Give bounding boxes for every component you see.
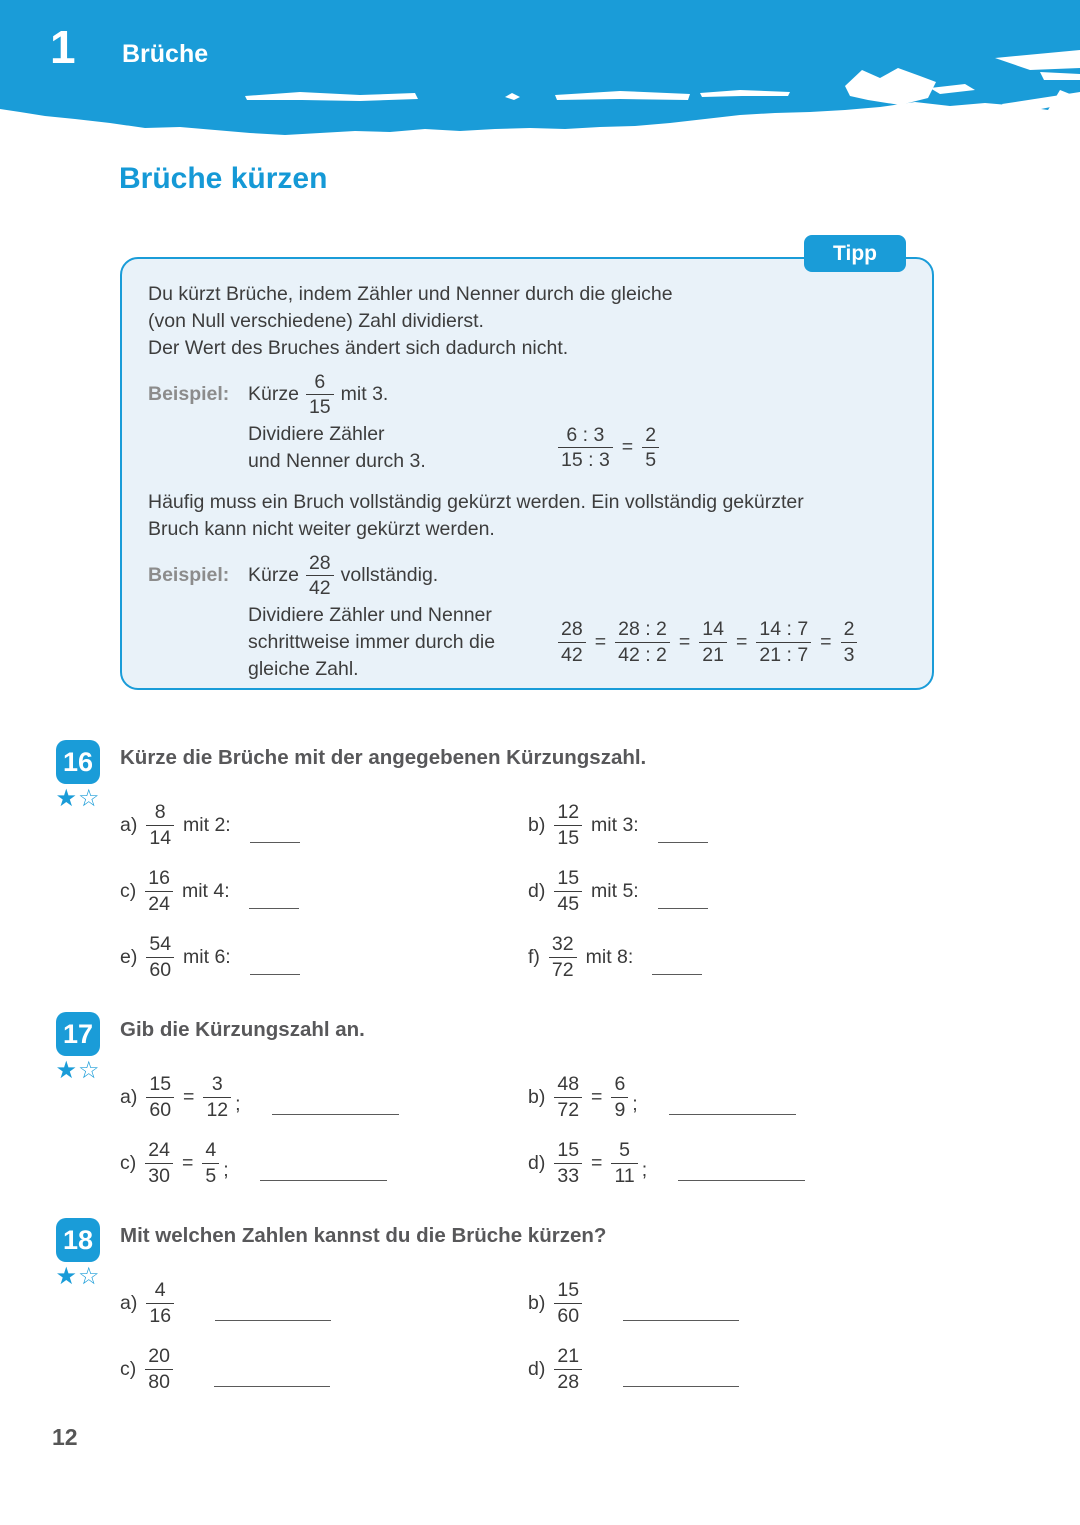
difficulty-stars: [54, 785, 102, 811]
star-filled-icon: ★: [55, 1056, 78, 1084]
exercise-16-item-d: [528, 868, 1030, 914]
item-suffix: mit 4:: [181, 879, 230, 902]
equals-sign: =: [591, 1151, 603, 1174]
star-outline-icon: ☆: [78, 1262, 101, 1290]
fraction: $\frac{2}{5}$: [642, 424, 659, 472]
tip-middle-line: Bruch kann nicht weiter gekürzt werden.: [148, 517, 495, 540]
item-label: b): [528, 1085, 546, 1108]
tip-intro-line: Du kürzt Brüche, indem Zähler und Nenner durch die gleiche: [148, 283, 673, 305]
equals-sign: =: [591, 1085, 603, 1108]
example-label: Beispiel:: [148, 383, 230, 406]
exercise-17-item-a: [120, 1074, 528, 1120]
item-suffix: mit 5:: [591, 879, 639, 902]
item-label: d): [528, 1357, 546, 1380]
semicolon: ;: [641, 1159, 648, 1181]
fraction: $\frac{28}{42}$: [306, 552, 334, 600]
example-1-work: [148, 421, 906, 475]
equals-sign: =: [678, 630, 691, 653]
item-label: c): [120, 1357, 137, 1380]
equals-sign: =: [735, 630, 748, 653]
answer-blank[interactable]: [250, 959, 300, 975]
exercise-17-item-b: [528, 1074, 1030, 1120]
equals-sign: =: [183, 1085, 195, 1108]
item-label: b): [528, 1291, 546, 1314]
chapter-title: Brüche: [122, 40, 209, 68]
fraction: $\frac{32}{72}$: [549, 933, 577, 981]
item-suffix: mit 2:: [183, 813, 231, 836]
exercise-16-item-c: [120, 868, 528, 914]
example-1-headline: [148, 371, 906, 419]
item-label: d): [528, 1151, 546, 1174]
exercise-18-title: Mit welchen Zahlen kannst du die Brüche kürzen?: [120, 1224, 607, 1247]
item-label: e): [120, 945, 138, 968]
semicolon: ;: [632, 1093, 638, 1115]
difficulty-stars: [54, 1263, 102, 1289]
fraction: $\frac{15}{45}$: [554, 867, 582, 915]
item-label: a): [120, 1291, 138, 1314]
answer-blank[interactable]: [272, 1099, 399, 1115]
item-label: d): [528, 879, 546, 902]
item-label: a): [120, 813, 138, 836]
fraction: $\frac{15}{60}$: [554, 1279, 582, 1327]
exercise-18-item-a: [120, 1280, 528, 1326]
item-suffix: mit 8:: [585, 945, 634, 968]
fraction: $\frac{20}{80}$: [145, 1345, 173, 1393]
exercise-number-badge: 16: [56, 740, 100, 784]
example-1-pre: Kürze: [248, 383, 299, 406]
item-label: c): [120, 879, 137, 902]
fraction: $\frac{15}{33}$: [554, 1139, 582, 1187]
answer-blank[interactable]: [678, 1165, 805, 1181]
exercise-16-item-b: [528, 802, 1030, 848]
answer-blank[interactable]: [658, 893, 708, 909]
star-outline-icon: ☆: [78, 1056, 101, 1084]
header-brush-banner: [0, 0, 1080, 140]
exercise-16-item-a: [120, 802, 528, 848]
exercise-16: [0, 738, 1080, 980]
answer-blank[interactable]: [250, 827, 300, 843]
exercise-18-item-d: [528, 1346, 1030, 1392]
tip-intro-line: Der Wert des Bruches ändert sich dadurch nicht.: [148, 337, 569, 359]
star-filled-icon: ★: [55, 784, 78, 812]
exercise-17-item-c: [120, 1140, 528, 1186]
answer-blank[interactable]: [658, 827, 708, 843]
item-label: f): [528, 945, 540, 968]
example-label: Beispiel:: [148, 564, 230, 587]
exercise-17: [0, 1010, 1080, 1186]
answer-blank[interactable]: [623, 1305, 739, 1321]
fraction: $\frac{6}{9}$: [611, 1073, 628, 1121]
fraction: $\frac{54}{60}$: [146, 933, 174, 981]
equals-sign: =: [181, 1151, 194, 1174]
semicolon: ;: [235, 1093, 241, 1115]
example-1-equation: [558, 424, 659, 472]
example-2-headline: [148, 552, 906, 600]
fraction: $\frac{48}{72}$: [554, 1073, 582, 1121]
exercise-16-item-e: [120, 934, 528, 980]
fraction: $\frac{24}{30}$: [145, 1139, 173, 1187]
example-1-description: Dividiere Zähler und Nenner durch 3.: [248, 422, 426, 472]
fraction: $\frac{12}{15}$: [554, 801, 582, 849]
exercise-18-item-c: [120, 1346, 528, 1392]
tip-tab-label: Tipp: [804, 235, 906, 272]
equals-sign: =: [594, 630, 607, 653]
fraction: $\frac{28}{42}$: [558, 618, 586, 666]
fraction: $\frac{28 : 2}{42 : 2}$: [615, 618, 670, 666]
example-2-equation: [558, 618, 857, 666]
fraction: $\frac{21}{28}$: [554, 1345, 582, 1393]
answer-blank[interactable]: [214, 1371, 330, 1387]
fraction: $\frac{14}{21}$: [699, 618, 727, 666]
tip-content: [122, 259, 932, 699]
item-suffix: mit 6:: [183, 945, 231, 968]
answer-blank[interactable]: [669, 1099, 796, 1115]
answer-blank[interactable]: [249, 893, 299, 909]
tip-middle-line: Häufig muss ein Bruch vollständig gekürzt werden. Ein vollständig gekürzter: [148, 490, 804, 513]
equals-sign: =: [820, 630, 832, 653]
fraction: $\frac{4}{5}$: [202, 1139, 219, 1187]
fraction: $\frac{15}{60}$: [146, 1073, 174, 1121]
tip-intro-line: (von Null verschiedene) Zahl dividierst.: [148, 310, 484, 332]
fraction: $\frac{6 : 3}{15 : 3}$: [558, 424, 613, 472]
section-title: Brüche kürzen: [119, 162, 328, 195]
fraction-numerator: 6: [314, 371, 326, 393]
exercise-18: [0, 1216, 1080, 1392]
example-2-description: Dividiere Zähler und Nenner schrittweise immer durch die gleiche Zahl.: [248, 603, 496, 680]
fraction-denominator: 15: [306, 394, 334, 418]
exercise-number-badge: 17: [56, 1012, 100, 1056]
semicolon: ;: [223, 1159, 229, 1181]
equals-sign: =: [621, 436, 634, 459]
fraction: [306, 371, 334, 419]
item-label: c): [120, 1151, 137, 1174]
example-2-post: vollständig.: [340, 564, 439, 587]
example-2-work: [148, 602, 906, 683]
exercise-number-badge: 18: [56, 1218, 100, 1262]
tip-box: [120, 242, 934, 690]
fraction: $\frac{3}{12}$: [203, 1073, 231, 1121]
fraction: $\frac{4}{16}$: [146, 1279, 174, 1327]
answer-blank[interactable]: [215, 1305, 331, 1321]
item-label: a): [120, 1085, 138, 1108]
difficulty-stars: [54, 1057, 102, 1083]
answer-blank[interactable]: [260, 1165, 387, 1181]
star-outline-icon: ☆: [78, 784, 101, 812]
page-number: 12: [52, 1424, 78, 1450]
exercise-16-title: Kürze die Brüche mit der angegebenen Kürzungszahl.: [120, 746, 647, 769]
exercise-18-item-b: [528, 1280, 1030, 1326]
answer-blank[interactable]: [652, 959, 702, 975]
exercise-16-item-f: [528, 934, 1030, 980]
item-label: b): [528, 813, 546, 836]
fraction: $\frac{8}{14}$: [146, 801, 174, 849]
exercise-17-item-d: [528, 1140, 1030, 1186]
star-filled-icon: ★: [55, 1262, 78, 1290]
exercise-17-title: Gib die Kürzungszahl an.: [120, 1018, 365, 1041]
chapter-number: 1: [50, 21, 76, 73]
fraction: $\frac{2}{3}$: [841, 618, 858, 666]
example-2-pre: Kürze: [248, 564, 299, 587]
answer-blank[interactable]: [623, 1371, 739, 1387]
fraction: $\frac{16}{24}$: [145, 867, 173, 915]
fraction: $\frac{5}{11}$: [611, 1139, 637, 1187]
item-suffix: mit 3:: [591, 813, 639, 836]
example-1-post: mit 3.: [340, 383, 389, 406]
fraction: $\frac{14 : 7}{21 : 7}$: [756, 618, 811, 666]
